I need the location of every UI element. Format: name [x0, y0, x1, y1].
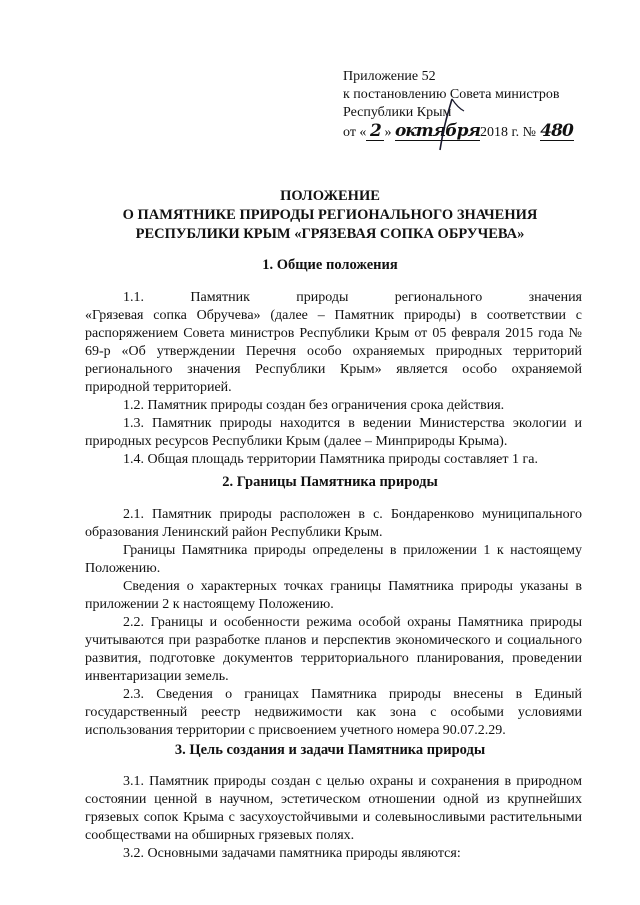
section-3-body — [85, 773, 582, 863]
paragraph-2-3: 2.3. Сведения о границах Памятника природы внесены в Единый государственный реестр недвижимости как зона с особыми условиями использования территории с присвоением учетного номера 90.07.2.29. — [85, 687, 582, 738]
date-number: 480 — [540, 121, 573, 141]
title-line-2: О ПАМЯТНИКЕ ПРИРОДЫ РЕГИОНАЛЬНОГО ЗНАЧЕНИЯ — [122, 207, 538, 223]
paragraph-1-1: «Грязевая сопка Обручева» (далее – Памятник природы) в соответствии с распоряжением Совета министров Республики Крым от 05 февраля 2015 года № 69-р «Об утверждении Перечня особо охраняемых природных территорий регионального значения Республики Крым» является особо охраняемой природной территорией. — [85, 308, 582, 395]
date-day: 2 — [366, 122, 384, 141]
section-2-body — [85, 506, 582, 740]
appendix-line-3: Республики Крым — [343, 105, 452, 120]
date-year: 2018 г. № — [480, 125, 537, 140]
title-line-1: ПОЛОЖЕНИЕ — [280, 188, 380, 204]
paragraph-1-2: 1.2. Памятник природы создан без ограничения срока действия. — [123, 398, 505, 413]
section-2-heading: 2. Границы Памятника природы — [222, 474, 438, 490]
section-1-heading: 1. Общие положения — [262, 257, 398, 273]
appendix-line-1: Приложение 52 — [343, 69, 436, 84]
section-1-body — [85, 289, 582, 469]
paragraph-1-1-first-line: 1.1. Памятник природы регионального значения — [123, 290, 582, 305]
paragraph-3-1: 3.1. Памятник природы создан с целью охраны и сохранения в природном состоянии ценной в научном, эстетическом отношении одной из крупнейших грязевых сопок Крыма с засухоустойчивыми и солевыносливыми растительными сообществами на обширных грязевых полях. — [85, 774, 582, 843]
document-title — [70, 187, 590, 244]
title-line-3: РЕСПУБЛИКИ КРЫМ «ГРЯЗЕВАЯ СОПКА ОБРУЧЕВА» — [135, 226, 525, 242]
paragraph-2-1-borders: Границы Памятника природы определены в приложении 1 к настоящему Положению. — [85, 543, 582, 576]
paragraph-2-2: 2.2. Границы и особенности режима особой охраны Памятника природы учитываются при разработке планов и перспектив экономического и социального развития, подготовке документов территориального планирования, проведении инвентаризации земель. — [85, 615, 582, 684]
paragraph-2-1: 2.1. Памятник природы расположен в с. Бондаренково муниципального образования Ленинский район Республики Крым. — [85, 507, 582, 540]
paragraph-2-1-points: Сведения о характерных точках границы Памятника природы указаны в приложении 2 к настоящему Положению. — [85, 579, 582, 612]
paragraph-1-4: 1.4. Общая площадь территории Памятника природы составляет 1 га. — [123, 452, 538, 467]
paragraph-3-2: 3.2. Основными задачами памятника природы являются: — [123, 846, 461, 861]
date-mid: » — [384, 125, 392, 140]
paragraph-1-3: 1.3. Памятник природы находится в ведении Министерства экологии и природных ресурсов Республики Крым (далее – Минприроды Крыма). — [85, 416, 582, 449]
signature-stroke-icon — [430, 95, 470, 155]
appendix-line-2: к постановлению Совета министров — [343, 87, 560, 102]
date-prefix: от « — [343, 125, 367, 140]
date-month: октября — [394, 121, 480, 141]
section-3-heading: 3. Цель создания и задачи Памятника природы — [174, 742, 486, 758]
